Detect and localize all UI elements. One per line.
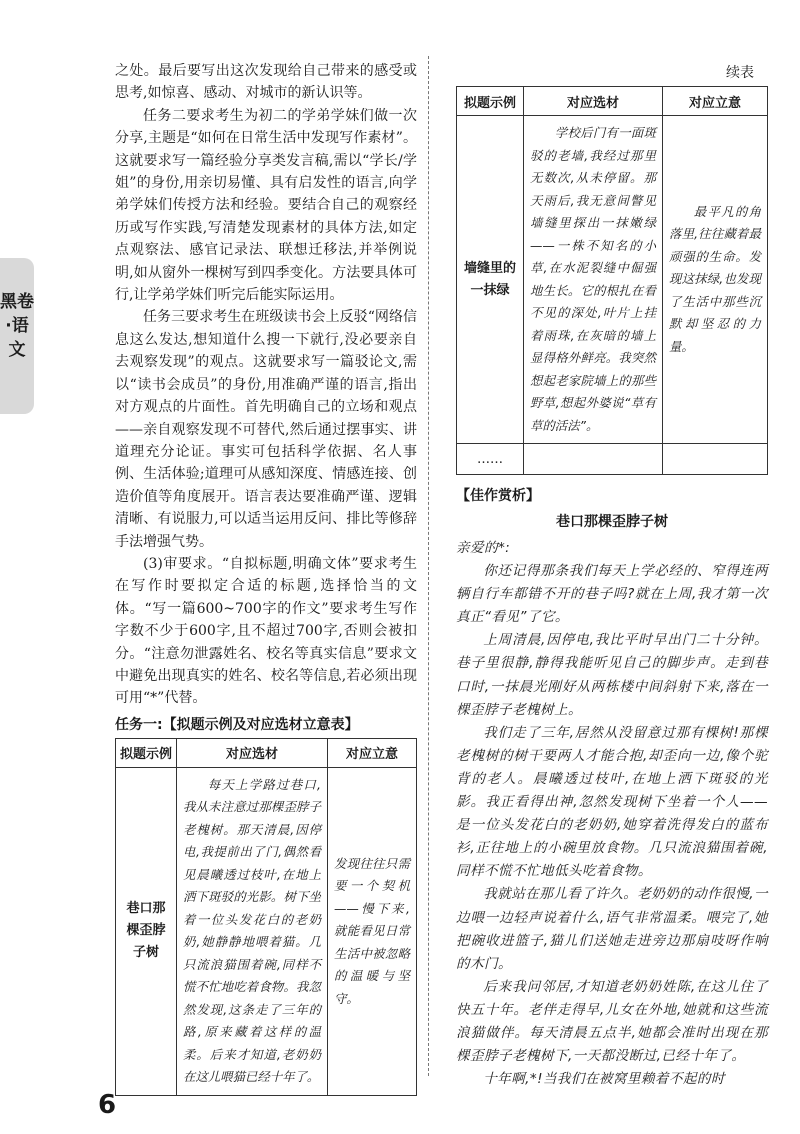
header-meaning: 对应立意: [663, 87, 768, 116]
essay-paragraph: 后来我问邻居,才知道老奶奶姓陈,在这儿住了快五十年。老伴走得早,儿女在外地,她就和这些流浪猫做伴。每天清晨五点半,她都会准时出现在那棵歪脖子老槐树下,一天都没断过,已经十年了。: [456, 978, 768, 1065]
table-row: [457, 116, 768, 444]
essay-paragraph: 我们走了三年,居然从没留意过那有棵树!那棵老槐树的树干要两人才能合抱,却歪向一边,像个驼背的老人。晨曦透过枝叶,在地上洒下斑驳的光影。我正看得出神,忽然发现树下坐着一个人——是一位头发花白的老奶奶,她穿着洗得发白的蓝布衫,正往地上的小碗里放食物。几只流浪猫围着碗,同样不慌不忙地低头吃着食物。: [456, 724, 768, 880]
subject-side-tab: [0, 258, 34, 414]
table-row: [457, 444, 768, 475]
page-number: 6: [98, 1090, 117, 1120]
right-column: [456, 86, 768, 1091]
empty-cell: [524, 444, 663, 475]
paragraph: 任务二要求考生为初二的学弟学妹们做一次分享,主题是“如何在日常生活中发现写作素材”。这就要求写一篇经验分享类发言稿,需以“学长/学姐”的身份,用亲切易懂、具有启发性的语言,向学弟学妹们传授方法和经验。要结合自己的观察经历或写作实践,写清楚发现素材的具体方法,如定点观察法、感官记录法、联想迁移法,并举例说明,如从窗外一棵树写到四季变化。方法要具体可行,让学弟学妹们听完后能实际运用。: [115, 107, 417, 304]
topic-table-continued: [456, 86, 768, 475]
header-topic: 拟题示例: [457, 87, 524, 116]
essay-title: 巷口那棵歪脖子树: [556, 514, 668, 530]
essay-paragraph: 上周清晨,因停电,我比平时早出门二十分钟。巷子里很静,静得我能听见自己的脚步声。走到巷口时,一抹晨光刚好从两栋楼中间斜射下来,落在一棵歪脖子老槐树上。: [456, 632, 768, 718]
material-cell: 学校后门有一面斑驳的老墙,我经过那里无数次,从未停留。那天雨后,我无意间瞥见墙缝里探出一抹嫩绿——一株不知名的小草,在水泥裂缝中倔强地生长。它的根扎在看不见的深处,叶片上挂着雨珠,在灰暗的墙上显得格外鲜亮。我突然想起老家院墙上的那些野草,想起外婆说“草有草的活法”。: [524, 116, 663, 444]
table-row: [116, 767, 417, 1095]
essay-greeting: 亲爱的*:: [456, 540, 511, 556]
topic-cell: 墙缝里的一抹绿: [457, 116, 524, 444]
essay-paragraph: 十年啊,*!当我们在被窝里赖着不起的时: [483, 1071, 725, 1088]
left-column: [115, 60, 417, 1096]
header-topic: 拟题示例: [116, 738, 177, 767]
topic-cell: 巷口那棵歪脖子树: [116, 767, 177, 1095]
paragraph: 之处。最后要写出这次发现给自己带来的感受或思考,如惊喜、感动、对城市的新认识等。: [115, 63, 417, 102]
header-material: 对应选材: [524, 87, 663, 116]
paragraph: 任务三要求考生在班级读书会上反驳“网络信息这么发达,想知道什么搜一下就行,没必要亲自去观察发现”的观点。这就要求写一篇驳论文,需以“读书会成员”的身份,用准确严谨的语言,指出对方观点的片面性。首先明确自己的立场和观点——亲自观察发现不可替代,然后通过摆事实、讲道理充分论证。事实可包括科学依据、名人事例、生活体验;道理可从感知深度、情感连接、创造价值等角度展开。语言表达要准确严谨、逻辑清晰、有说服力,可以适当运用反问、排比等修辞手法增强气势。: [115, 309, 417, 550]
paragraph: (3)审要求。“自拟标题,明确文体”要求考生在写作时要拟定合适的标题,选择恰当的文体。“写一篇600~700字的作文”要求考生写作字数不少于600字,且不超过700字,否则会被扣分。“注意勿泄露姓名、校名等真实信息”要求文中避免出现真实的姓名、校名等信息,若必须出现可用“*”代替。: [115, 555, 417, 707]
header-material: 对应选材: [177, 738, 328, 767]
topic-table: [115, 738, 417, 1096]
material-cell: 每天上学路过巷口,我从未注意过那棵歪脖子老槐树。那天清晨,因停电,我提前出了门,偶然看见晨曦透过枝叶,在地上洒下斑驳的光影。树下坐着一位头发花白的老奶奶,她静静地喂着猫。几只流浪猫围着碗,同样不慌不忙地吃着食物。我忽然发现,这条走了三年的路,原来藏着这样的温柔。后来才知道,老奶奶在这儿喂猫已经十年了。: [177, 767, 328, 1095]
header-meaning: 对应立意: [328, 738, 417, 767]
side-tab-label: 黑卷·语文: [0, 292, 34, 360]
task-one-title: 任务一:【拟题示例及对应选材立意表】: [115, 716, 359, 733]
essay-paragraph: 我就站在那儿看了许久。老奶奶的动作很慢,一边喂一边轻声说着什么,语气非常温柔。喂完了,她把碗收进篮子,猫儿们送她走进旁边那扇吱呀作响的木门。: [456, 886, 768, 972]
meaning-cell: 最平凡的角落里,往往藏着最顽强的生命。发现这抹绿,也发现了生活中那些沉默却坚忍的力量。: [663, 116, 768, 444]
empty-cell: [663, 444, 768, 475]
appreciation-label: 【佳作赏析】: [456, 488, 540, 504]
continued-label: 续表: [726, 65, 754, 81]
essay-paragraph: 你还记得那条我们每天上学必经的、窄得连两辆自行车都错不开的巷子吗?就在上周,我才第一次真正“看见”了它。: [456, 563, 768, 626]
ellipsis-cell: ……: [457, 444, 524, 475]
column-divider: [428, 56, 429, 1076]
meaning-cell: 发现往往只需要一个契机——慢下来,就能看见日常生活中被忽略的温暖与坚守。: [328, 767, 417, 1095]
